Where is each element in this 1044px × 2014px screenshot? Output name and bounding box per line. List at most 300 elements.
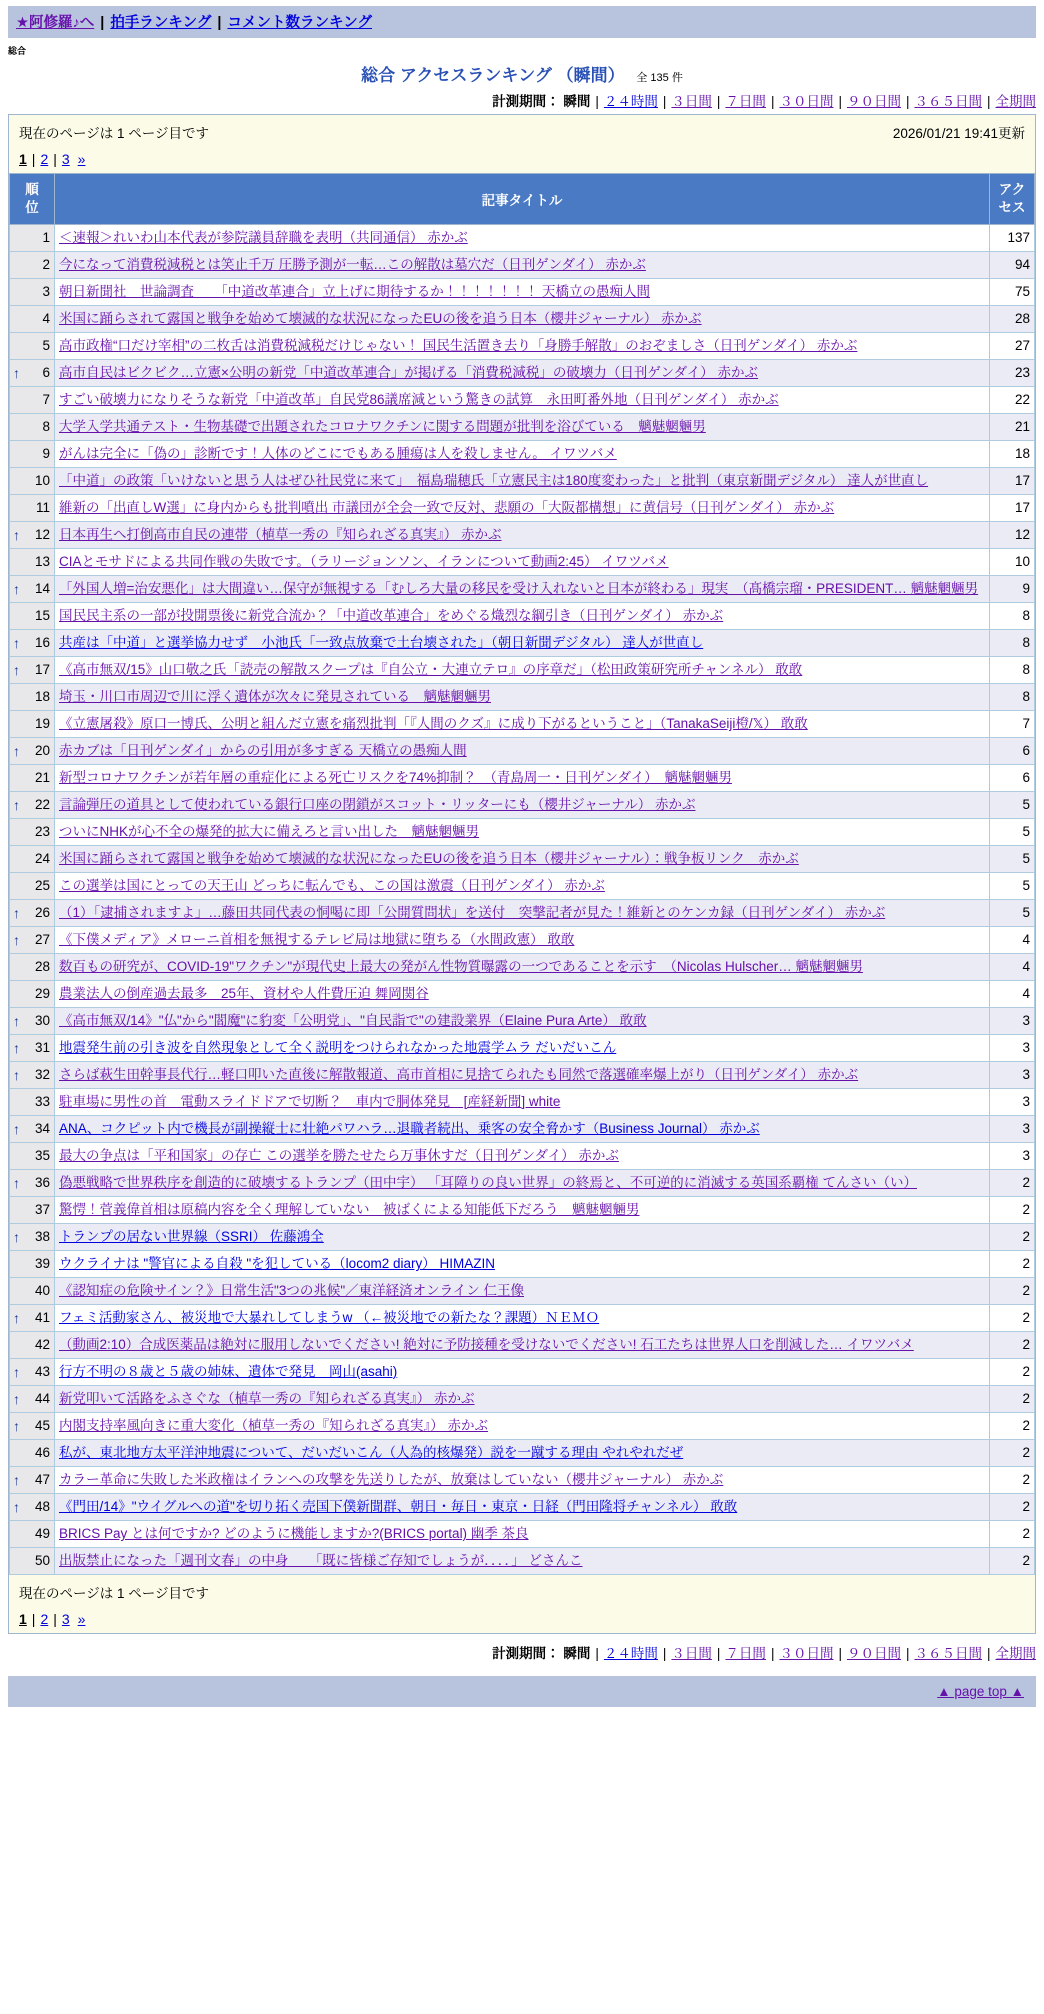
access-count: 23: [990, 360, 1035, 387]
rank-up-arrow-icon: ↑: [13, 527, 20, 543]
rank-number: 22: [34, 797, 50, 812]
table-row: [10, 549, 1035, 576]
table-row: [10, 1494, 1035, 1521]
rank-number: 7: [42, 392, 50, 407]
table-row: [10, 1413, 1035, 1440]
rank-cell: [10, 279, 55, 306]
period-link[interactable]: ２４時間: [603, 1646, 658, 1661]
period-separator: |: [770, 94, 775, 109]
rank-cell: [10, 1440, 55, 1467]
article-title-link[interactable]: ウクライナは "警官による自殺 "を犯している（locom2 diary） HIMAZIN: [59, 1256, 495, 1271]
current-page-text: 現在のページは 1 ページ目です: [19, 126, 209, 141]
access-count: 2: [990, 1359, 1035, 1386]
board-label: 総合: [8, 46, 27, 56]
period-link[interactable]: ３６５日間: [914, 94, 982, 109]
title-cell: [55, 279, 990, 306]
rank-cell: [10, 819, 55, 846]
title-cell: [55, 846, 990, 873]
access-count: 18: [990, 441, 1035, 468]
period-separator: |: [662, 1646, 667, 1661]
rank-up-arrow-icon: ↑: [13, 1364, 20, 1380]
period-separator: |: [905, 94, 910, 109]
period-separator: |: [662, 94, 667, 109]
rank-cell: [10, 1224, 55, 1251]
rank-number: 16: [34, 635, 50, 650]
table-row: [10, 414, 1035, 441]
title-cell: [55, 684, 990, 711]
rank-cell: [10, 1089, 55, 1116]
table-row: [10, 1062, 1035, 1089]
access-count: 21: [990, 414, 1035, 441]
period-separator: |: [838, 94, 842, 109]
rank-number: 33: [34, 1094, 50, 1109]
rank-cell: [10, 846, 55, 873]
top-nav-bar: [8, 6, 1036, 38]
title-cell: [55, 1467, 990, 1494]
table-row: [10, 1386, 1035, 1413]
table-row: [10, 1521, 1035, 1548]
rank-number: 10: [34, 473, 50, 488]
article-title-link[interactable]: 共産は「中道」と選挙協力せず 小池氏「一致点放棄で土台壊された」（朝日新聞デジタル） 達人が世直し: [59, 635, 704, 650]
rank-up-arrow-icon: ↑: [13, 1013, 20, 1029]
rank-number: 40: [34, 1283, 50, 1298]
title-cell: [55, 1359, 990, 1386]
period-link[interactable]: ７日間: [725, 94, 766, 109]
rank-cell: [10, 1143, 55, 1170]
rank-up-arrow-icon: ↑: [13, 1472, 20, 1488]
rank-number: 8: [42, 419, 50, 434]
title-cell: [55, 1548, 990, 1575]
rank-cell: [10, 495, 55, 522]
table-row: [10, 495, 1035, 522]
table-row: [10, 360, 1035, 387]
rank-cell: [10, 873, 55, 900]
access-count: 2: [990, 1197, 1035, 1224]
title-cell: [55, 900, 990, 927]
rank-number: 12: [34, 527, 50, 542]
access-count: 6: [990, 765, 1035, 792]
rank-number: 1: [42, 230, 50, 245]
period-link[interactable]: ９０日間: [846, 94, 901, 109]
rank-number: 35: [34, 1148, 50, 1163]
table-row: [10, 630, 1035, 657]
rank-up-arrow-icon: ↑: [13, 365, 20, 381]
pagination-separator: |: [31, 1611, 36, 1627]
table-row: [10, 333, 1035, 360]
pagination-top: [19, 151, 1025, 167]
title-cell: [55, 225, 990, 252]
article-title-link[interactable]: カラー革命に失敗した米政権はイランへの攻撃を先送りしたが、放棄はしていない（櫻井ジャーナル） 赤かぶ: [59, 1472, 724, 1487]
access-count: 8: [990, 630, 1035, 657]
article-title-link[interactable]: （1）「逮捕されますよ」…藤田共同代表の恫喝に即「公開質問状」を送付 突撃記者が見た！維新とのケンカ録（日刊ゲンダイ） 赤かぶ: [59, 905, 886, 920]
rank-number: 49: [34, 1526, 50, 1541]
rank-number: 11: [35, 500, 50, 515]
access-count: 8: [990, 603, 1035, 630]
rank-up-arrow-icon: ↑: [13, 743, 20, 759]
rank-cell: [10, 1494, 55, 1521]
rank-cell: [10, 549, 55, 576]
rank-cell: [10, 738, 55, 765]
rank-up-arrow-icon: ↑: [13, 1121, 20, 1137]
rank-cell: [10, 1548, 55, 1575]
article-title-link[interactable]: ＜速報＞れいわ山本代表が参院議員辞職を表明（共同通信） 赤かぶ: [59, 230, 468, 245]
access-count: 2: [990, 1548, 1035, 1575]
rank-cell: [10, 1197, 55, 1224]
article-title-link[interactable]: 《高市無双/15》山口敬之氏「読売の解散スクープは『自公立・大連立テロ』の序章だ」（松田政策研究所チャンネル） 敢敢: [59, 662, 803, 677]
access-count: 5: [990, 900, 1035, 927]
title-cell: [55, 981, 990, 1008]
table-row: [10, 765, 1035, 792]
title-cell: [55, 1413, 990, 1440]
current-page-text: 現在のページは 1 ページ目です: [19, 1586, 209, 1601]
period-link[interactable]: ３０日間: [779, 94, 834, 109]
table-row: [10, 657, 1035, 684]
article-title-link[interactable]: 大学入学共通テスト・生物基礎で出題されたコロナワクチンに関する問題が批判を浴びている 魑魅魍魎男: [59, 419, 706, 434]
article-title-link[interactable]: 行方不明の８歳と５歳の姉妹、遺体で発見 岡山(asahi): [59, 1364, 398, 1379]
title-cell: [55, 1116, 990, 1143]
rank-column-header: 順位: [10, 174, 55, 225]
rank-number: 3: [42, 284, 50, 299]
table-row: [10, 684, 1035, 711]
rank-number: 41: [34, 1310, 50, 1325]
rank-cell: [10, 1278, 55, 1305]
title-cell: [55, 792, 990, 819]
rank-number: 20: [34, 743, 50, 758]
access-count: 3: [990, 1035, 1035, 1062]
article-title-link[interactable]: 国民民主系の一部が投開票後に新党合流か？「中道改革連合」をめぐる熾烈な綱引き（日刊ゲンダイ） 赤かぶ: [59, 608, 724, 623]
rank-number: 18: [34, 689, 50, 704]
rank-number: 13: [34, 554, 50, 569]
title-cell: [55, 1089, 990, 1116]
article-title-link[interactable]: 「中道」の政策「いけないと思う人はぜひ社民党に来て」 福島瑞穂氏「立憲民主は180度変わった」と批判（東京新聞デジタル） 達人が世直し: [59, 473, 929, 488]
access-count: 5: [990, 873, 1035, 900]
title-cell: [55, 765, 990, 792]
article-title-link[interactable]: 「外国人増=治安悪化」は大間違い…保守が無視する「むしろ大量の移民を受け入れないと日本が終わる」現実 （髙橋宗瑠・PRESIDENT… 魑魅魍魎男: [59, 581, 979, 596]
access-count: 2: [990, 1386, 1035, 1413]
access-count: 3: [990, 1089, 1035, 1116]
period-separator: |: [716, 94, 721, 109]
table-row: [10, 846, 1035, 873]
title-cell: [55, 1521, 990, 1548]
article-title-link[interactable]: 新型コロナワクチンが若年層の重症化による死亡リスクを74%抑制？ （青島周一・日刊ゲンダイ） 魑魅魍魎男: [59, 770, 732, 785]
rank-number: 25: [34, 878, 50, 893]
rank-number: 23: [34, 824, 50, 839]
period-link[interactable]: ２４時間: [603, 94, 658, 109]
table-row: [10, 1170, 1035, 1197]
rank-cell: [10, 441, 55, 468]
article-title-link[interactable]: 米国に踊らされて露国と戦争を始めて壊滅的な状況になったEUの後を追う日本（櫻井ジャーナル） 赤かぶ: [59, 311, 702, 326]
article-title-link[interactable]: ついにNHKが心不全の爆発的拡大に備えろと言い出した 魑魅魍魎男: [59, 824, 480, 839]
title-cell: [55, 414, 990, 441]
rank-number: 6: [42, 365, 50, 380]
rank-up-arrow-icon: ↑: [13, 932, 20, 948]
table-row: [10, 387, 1035, 414]
access-count: 10: [990, 549, 1035, 576]
article-title-link[interactable]: 《立憲屠殺》原口一博氏、公明と組んだ立憲を痛烈批判「『人間のクズ』に成り下がるということ」（TanakaSeiji橙/𝕏） 敢敢: [59, 716, 808, 731]
article-title-link[interactable]: この選挙は国にとっての天王山 どっちに転んでも、この国は激震（日刊ゲンダイ） 赤かぶ: [59, 878, 605, 893]
rank-number: 27: [34, 932, 50, 947]
title-cell: [55, 1332, 990, 1359]
access-count: 2: [990, 1251, 1035, 1278]
rank-cell: [10, 1386, 55, 1413]
rank-cell: [10, 981, 55, 1008]
table-row: [10, 603, 1035, 630]
article-title-link[interactable]: 朝日新聞社 世論調査 「中道改革連合」立上げに期待するか！！！！！！！ 天橋立の愚痴人間: [59, 284, 650, 299]
nav-link-comment-ranking[interactable]: コメント数ランキング: [227, 15, 373, 31]
table-row: [10, 711, 1035, 738]
access-count: 4: [990, 927, 1035, 954]
article-title-link[interactable]: 言論弾圧の道具として使われている銀行口座の閉鎖がスコット・リッターにも（櫻井ジャーナル） 赤かぶ: [59, 797, 696, 812]
title-cell: [55, 1143, 990, 1170]
title-cell: [55, 576, 990, 603]
access-count: 2: [990, 1494, 1035, 1521]
article-title-link[interactable]: 《門田/14》"ウイグルへの道"を切り拓く売国下僕新聞群、朝日・毎日・東京・日経（門田隆将チャンネル） 敢敢: [59, 1499, 738, 1514]
table-row: [10, 306, 1035, 333]
period-link[interactable]: 全期間: [995, 94, 1036, 109]
rank-up-arrow-icon: ↑: [13, 581, 20, 597]
rank-up-arrow-icon: ↑: [13, 797, 20, 813]
pagination-page-link[interactable]: 3: [61, 1611, 70, 1627]
rank-number: 14: [34, 581, 50, 596]
article-title-link[interactable]: 米国に踊らされて露国と戦争を始めて壊滅的な状況になったEUの後を追う日本（櫻井ジャーナル）：戦争板リンク 赤かぶ: [59, 851, 799, 866]
access-count: 3: [990, 1143, 1035, 1170]
rank-up-arrow-icon: ↑: [13, 1067, 20, 1083]
rank-number: 9: [42, 446, 50, 461]
rank-cell: [10, 333, 55, 360]
nav-link-home[interactable]: ★阿修羅♪へ: [16, 15, 95, 31]
article-title-link[interactable]: 数百もの研究が、COVID-19"ワクチン"が現代史上最大の発がん性物質曝露の一つであることを示す （Nicolas Hulscher… 魑魅魍魎男: [59, 959, 863, 974]
rank-cell: [10, 1413, 55, 1440]
rank-cell: [10, 1251, 55, 1278]
article-title-link[interactable]: 埼玉・川口市周辺で川に浮く遺体が次々に発見されている 魑魅魍魎男: [59, 689, 491, 704]
rank-cell: [10, 765, 55, 792]
rank-cell: [10, 1521, 55, 1548]
title-cell: [55, 1197, 990, 1224]
title-cell: [55, 711, 990, 738]
table-row: [10, 252, 1035, 279]
rank-number: 37: [34, 1202, 50, 1217]
pagination-separator: |: [53, 151, 57, 167]
access-count: 2: [990, 1278, 1035, 1305]
rank-cell: [10, 927, 55, 954]
access-count: 12: [990, 522, 1035, 549]
rank-number: 48: [34, 1499, 50, 1514]
ranking-content-box: [8, 114, 1036, 1634]
article-title-link[interactable]: 今になって消費税減税とは笑止千万 圧勝予測が一転…この解散は墓穴だ（日刊ゲンダイ） 赤かぶ: [59, 257, 646, 272]
rank-up-arrow-icon: ↑: [13, 1040, 20, 1056]
article-title-link[interactable]: フェミ活動家さん、被災地で大暴れしてしまうw （←被災地での新たな？課題）ＮＥＭＯ: [59, 1310, 600, 1325]
period-separator: |: [716, 1646, 721, 1661]
rank-number: 17: [34, 662, 50, 677]
page-top-bar: [8, 1676, 1036, 1707]
access-count: 7: [990, 711, 1035, 738]
article-title-link[interactable]: BRICS Pay とは何ですか? どのように機能しますか?(BRICS portal) 幽季 茶良: [59, 1526, 529, 1541]
rank-cell: [10, 954, 55, 981]
title-cell: [55, 630, 990, 657]
period-link[interactable]: ３６５日間: [914, 1646, 982, 1661]
period-separator: |: [905, 1646, 910, 1661]
rank-number: 50: [34, 1553, 50, 1568]
article-title-link[interactable]: すごい破壊力になりそうな新党「中道改革」自民党86議席減という驚きの試算 永田町番外地（日刊ゲンダイ） 赤かぶ: [59, 392, 779, 407]
title-cell: [55, 1305, 990, 1332]
access-count: 8: [990, 657, 1035, 684]
pagination-bottom: [19, 1611, 1025, 1627]
access-count: 8: [990, 684, 1035, 711]
rank-up-arrow-icon: ↑: [13, 905, 20, 921]
rank-number: 45: [34, 1418, 50, 1433]
rank-number: 2: [42, 257, 50, 272]
table-header-row: [10, 174, 1035, 225]
pagination-current-page: 1: [19, 151, 27, 167]
rank-number: 43: [34, 1364, 50, 1379]
rank-number: 28: [34, 959, 50, 974]
title-cell: [55, 360, 990, 387]
period-link[interactable]: ９０日間: [846, 1646, 901, 1661]
article-title-link[interactable]: 赤カブは「日刊ゲンダイ」からの引用が多すぎる 天橋立の愚痴人間: [59, 743, 467, 758]
title-cell: [55, 522, 990, 549]
title-cell: [55, 441, 990, 468]
table-row: [10, 225, 1035, 252]
article-title-link[interactable]: 農業法人の倒産過去最多 25年、資材や人件費圧迫 舞岡関谷: [59, 986, 429, 1001]
pagination-separator: |: [53, 1611, 57, 1627]
rank-cell: [10, 1305, 55, 1332]
access-count: 22: [990, 387, 1035, 414]
access-count: 2: [990, 1413, 1035, 1440]
title-cell: [55, 1386, 990, 1413]
article-title-link[interactable]: 日本再生へ打倒高市自民の連帯（植草一秀の『知られざる真実』） 赤かぶ: [59, 527, 502, 542]
period-link[interactable]: ７日間: [725, 1646, 766, 1661]
period-link[interactable]: ３日間: [671, 94, 712, 109]
rank-number: 47: [34, 1472, 50, 1487]
rank-cell: [10, 360, 55, 387]
rank-cell: [10, 1332, 55, 1359]
rank-number: 29: [34, 986, 50, 1001]
pagination-page-link[interactable]: 3: [61, 151, 70, 167]
table-row: [10, 927, 1035, 954]
title-cell: [55, 1062, 990, 1089]
page-top-link[interactable]: ▲ page top ▲: [937, 1684, 1024, 1699]
title-cell: [55, 333, 990, 360]
ranking-table: [9, 173, 1035, 1575]
table-row: [10, 1197, 1035, 1224]
page-title: 総合 アクセスランキング （瞬間）: [361, 66, 625, 85]
period-separator: |: [770, 1646, 775, 1661]
article-title-link[interactable]: 駐車場に男性の首 電動スライドドアで切断？ 車内で胴体発見 [産経新聞] white: [59, 1094, 561, 1109]
article-title-link[interactable]: 新党叩いて活路をふさぐな（植草一秀の『知られざる真実』） 赤かぶ: [59, 1391, 475, 1406]
rank-up-arrow-icon: ↑: [13, 662, 20, 678]
rank-number: 46: [34, 1445, 50, 1460]
article-title-link[interactable]: がんは完全に「偽の」診断です！人体のどこにでもある腫瘍は人を殺しません。 イワツバメ: [59, 446, 617, 461]
rank-cell: [10, 1467, 55, 1494]
table-row: [10, 1332, 1035, 1359]
table-row: [10, 1278, 1035, 1305]
access-count: 2: [990, 1440, 1035, 1467]
table-row: [10, 1224, 1035, 1251]
rank-cell: [10, 1062, 55, 1089]
article-title-link[interactable]: 高市自民はビクビク…立憲×公明の新党「中道改革連合」が掲げる「消費税減税」の破壊力（日刊ゲンダイ） 赤かぶ: [59, 365, 759, 380]
title-column-header: 記事タイトル: [55, 174, 990, 225]
table-row: [10, 819, 1035, 846]
article-title-link[interactable]: 《認知症の危険サイン？》日常生活"3つの兆候"／東洋経済オンライン 仁王像: [59, 1283, 524, 1298]
rank-number: 5: [42, 338, 50, 353]
rank-cell: [10, 603, 55, 630]
pagination-next-link[interactable]: »: [77, 1611, 86, 1627]
pagination-next-link[interactable]: »: [77, 151, 86, 167]
article-title-link[interactable]: さらば萩生田幹事長代行…軽口叩いた直後に解散報道、高市首相に見捨てられたも同然で落選確率爆上がり（日刊ゲンダイ） 赤かぶ: [59, 1067, 859, 1082]
title-cell: [55, 1035, 990, 1062]
rank-cell: [10, 711, 55, 738]
rank-number: 38: [34, 1229, 50, 1244]
article-title-link[interactable]: 《下僕メディア》メローニ首相を無視するテレビ局は地獄に堕ちる（水間政憲） 敢敢: [59, 932, 575, 947]
article-title-link[interactable]: 《高市無双/14》"仏"から"閻魔"に豹変「公明党」、"自民詣で"の建設業界（Elaine Pura Arte） 敢敢: [59, 1013, 647, 1028]
table-row: [10, 954, 1035, 981]
article-title-link[interactable]: 維新の「出直しW選」に身内からも批判噴出 市議団が全会一致で反対、悲願の「大阪都構想」に黄信号（日刊ゲンダイ） 赤かぶ: [59, 500, 835, 515]
title-cell: [55, 468, 990, 495]
article-title-link[interactable]: 高市政権“口だけ宰相”の二枚舌は消費税減税だけじゃない！ 国民生活置き去り「身勝手解散」のおぞましさ（日刊ゲンダイ） 赤かぶ: [59, 338, 858, 353]
article-title-link[interactable]: トランプの居ない世界線（SSRI） 佐藤鴻全: [59, 1229, 324, 1244]
rank-cell: [10, 522, 55, 549]
article-title-link[interactable]: （動画2:10）合成医薬品は絶対に服用しないでください! 絶対に予防接種を受けないでください! 石工たちは世界人口を削減した… イワツバメ: [59, 1337, 914, 1352]
period-label: 計測期間：: [492, 1646, 564, 1661]
rank-cell: [10, 630, 55, 657]
article-title-link[interactable]: 最大の争点は「平和国家」の存亡 この選挙を勝たせたら万事休すだ（日刊ゲンダイ） 赤かぶ: [59, 1148, 619, 1163]
rank-cell: [10, 387, 55, 414]
access-count: 28: [990, 306, 1035, 333]
rank-number: 32: [34, 1067, 50, 1082]
title-cell: [55, 873, 990, 900]
table-row: [10, 1467, 1035, 1494]
period-link[interactable]: ３日間: [671, 1646, 712, 1661]
article-title-link[interactable]: 私が、東北地方太平洋沖地震について、だいだいこん（人為的核爆発）説を一蹴する理由 やれやれだぜ: [59, 1445, 684, 1460]
table-row: [10, 1359, 1035, 1386]
nav-separator: |: [217, 15, 222, 31]
updated-timestamp: 2026/01/21 19:41更新: [892, 126, 1025, 141]
article-title-link[interactable]: 内閣支持率風向きに重大変化（植草一秀の『知られざる真実』） 赤かぶ: [59, 1418, 488, 1433]
rank-cell: [10, 657, 55, 684]
period-link[interactable]: ３０日間: [779, 1646, 834, 1661]
access-count: 9: [990, 576, 1035, 603]
rank-number: 24: [34, 851, 50, 866]
pagination-current-page: 1: [19, 1611, 27, 1627]
nav-link-clap-ranking[interactable]: 拍手ランキング: [110, 15, 212, 31]
rank-up-arrow-icon: ↑: [13, 1391, 20, 1407]
pagination-page-link[interactable]: 2: [40, 1611, 49, 1627]
pagination-page-link[interactable]: 2: [40, 151, 49, 167]
rank-cell: [10, 1359, 55, 1386]
nav-separator: |: [100, 15, 105, 31]
rank-up-arrow-icon: ↑: [13, 1175, 20, 1191]
rank-cell: [10, 792, 55, 819]
title-cell: [55, 1224, 990, 1251]
article-title-link[interactable]: 偽悪戦略で世界秩序を創造的に破壊するトランプ（田中宇） 「耳障りの良い世界」の終焉と、不可逆的に消滅する英国系覇権 てんさい（い）: [59, 1175, 917, 1190]
table-row: [10, 279, 1035, 306]
article-title-link[interactable]: 地震発生前の引き波を自然現象として全く説明をつけられなかった地震学ムラ だいだいこん: [59, 1040, 617, 1055]
rank-up-arrow-icon: ↑: [13, 635, 20, 651]
article-title-link[interactable]: 驚愕！菅義偉首相は原稿内容を全く理解していない 被ばくによる知能低下だろう 魑魅魍魎男: [59, 1202, 640, 1217]
period-current: 瞬間: [563, 1646, 591, 1661]
rank-number: 21: [34, 770, 50, 785]
title-cell: [55, 927, 990, 954]
rank-cell: [10, 900, 55, 927]
access-count: 2: [990, 1467, 1035, 1494]
rank-number: 39: [34, 1256, 50, 1271]
period-link[interactable]: 全期間: [995, 1646, 1036, 1661]
article-title-link[interactable]: ANA、コクピット内で機長が副操縦士に壮絶パワハラ…退職者続出、乗客の安全脅かす（Business Journal） 赤かぶ: [59, 1121, 760, 1136]
article-title-link[interactable]: CIAとモサドによる共同作戦の失敗です。（ラリージョンソン、イランについて動画2:45） イワツバメ: [59, 554, 669, 569]
title-cell: [55, 1008, 990, 1035]
article-title-link[interactable]: 出版禁止になった「週刊文春」の中身 「既に皆様ご存知でしょうが．．．．」 どさんこ: [59, 1553, 583, 1568]
period-separator: |: [595, 1646, 599, 1661]
